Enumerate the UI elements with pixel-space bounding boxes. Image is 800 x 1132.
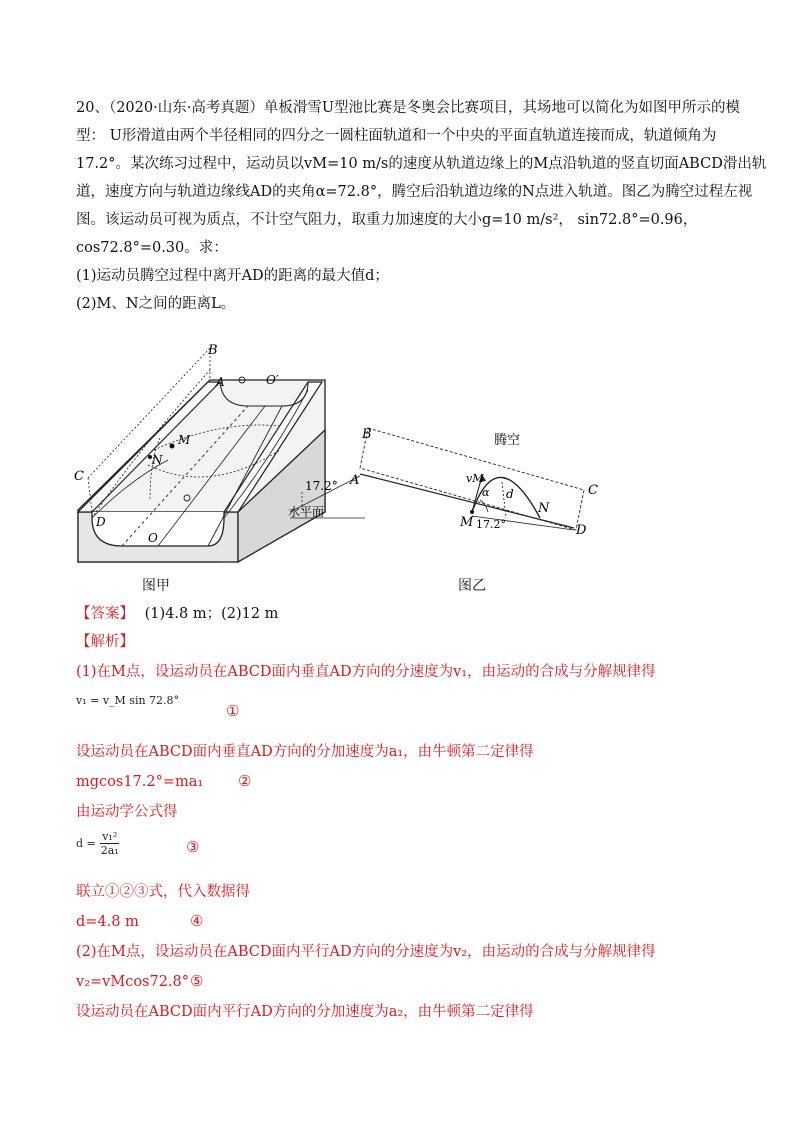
jia-label-O-prime: O′ [266,373,279,387]
jia-label-A: A [216,375,225,389]
analysis-marker-1: ① [226,702,240,720]
answer-line [76,604,278,624]
jia-label-O: O [148,531,158,545]
jia-label-N: N [152,453,163,467]
yi-label-N: N [538,501,550,516]
yi-label-D: D [576,523,587,538]
analysis-formula-3 [76,830,121,857]
formula-3-fraction [99,830,121,857]
analysis-p5: (2)在M点，设运动员在ABCD面内平行AD方向的分速度为v₂，由运动的合成与分解规律得 [76,944,656,960]
analysis-marker-3: ③ [186,838,200,856]
analysis-formula-1: v₁ = v_M sin 72.8° [76,694,180,707]
question-line-3: 17.2°。某次练习过程中，运动员以vM=10 m/s的速度从轨道边缘上的M点沿轨道的竖直切面ABCD滑出轨 [76,156,767,172]
figure-jia-caption: 图甲 [142,578,170,594]
question-line-5: 图。该运动员可视为质点，不计空气阻力，取重力加速度的大小g=10 m/s²， sin72.8°=0.96， [76,212,698,228]
analysis-p2: 设运动员在ABCD面内垂直AD方向的分加速度为a₁，由牛顿第二定律得 [76,744,534,760]
yi-label-d: d [506,487,514,501]
question-part-2: (2)M、N之间的距离L。 [76,296,236,312]
yi-label-alpha: α [482,486,490,499]
analysis-tag: 【解析】 [76,634,134,650]
formula-3-numerator: v₁² [102,830,118,843]
analysis-formula-4: d=4.8 m [76,914,139,930]
yi-label-A: A [350,473,360,488]
analysis-p3: 由运动学公式得 [76,804,178,820]
jia-label-C: C [74,469,84,484]
jia-label-horizontal: 水平面 [288,505,325,519]
analysis-marker-4: ④ [190,912,204,930]
jia-label-angle: 17.2° [305,479,338,493]
yi-label-C: C [588,483,598,498]
analysis-p4: 联立①②③式，代入数据得 [76,884,250,900]
formula-3-lhs: d = [76,837,96,850]
figure-jia [70,340,370,575]
figure-yi-caption: 图乙 [458,578,486,594]
analysis-formula-5: v₂=vMcos72.8° [76,974,190,990]
question-line-2: 型： U形滑道由两个半径相同的四分之一圆柱面轨道和一个中央的平面直轨道连接而成，轨道倾角为 [76,128,717,144]
analysis-formula-2: mgcos17.2°=ma₁ [76,774,204,790]
jia-label-D: D [96,515,106,529]
answer-tag: 【答案】 [76,606,134,622]
yi-label-angle: 17.2° [476,518,506,531]
yi-label-tengkong: 腾空 [494,433,521,448]
question-line-6: cos72.8°=0.30。求： [76,240,228,256]
yi-label-B: B [362,427,372,442]
yi-label-vM: vM [466,472,484,485]
yi-label-M: M [460,515,474,530]
jia-label-M: M [178,433,191,447]
analysis-marker-2: ② [238,772,252,790]
question-line-4: 道，速度方向与轨道边缘线AD的夹角α=72.8°，腾空后沿轨道边缘的N点进入轨道。图乙为腾空过程左视 [76,184,753,200]
question-line-1: 20、（2020·山东·高考真题）单板滑雪U型池比赛是冬奥会比赛项目，其场地可以简化为如图甲所示的模 [76,100,741,116]
answer-text: (1)4.8 m；(2)12 m [144,606,279,622]
analysis-marker-5: ⑤ [190,972,204,990]
formula-3-denominator: 2a₁ [100,844,119,857]
jia-label-B: B [208,343,218,358]
question-part-1: (1)运动员腾空过程中离开AD的距离的最大值d； [76,268,389,284]
analysis-p1: (1)在M点，设运动员在ABCD面内垂直AD方向的分速度为v₁，由运动的合成与分解规律得 [76,664,656,680]
figure-yi [330,400,610,540]
analysis-p6: 设运动员在ABCD面内平行AD方向的分加速度为a₂，由牛顿第二定律得 [76,1004,534,1020]
